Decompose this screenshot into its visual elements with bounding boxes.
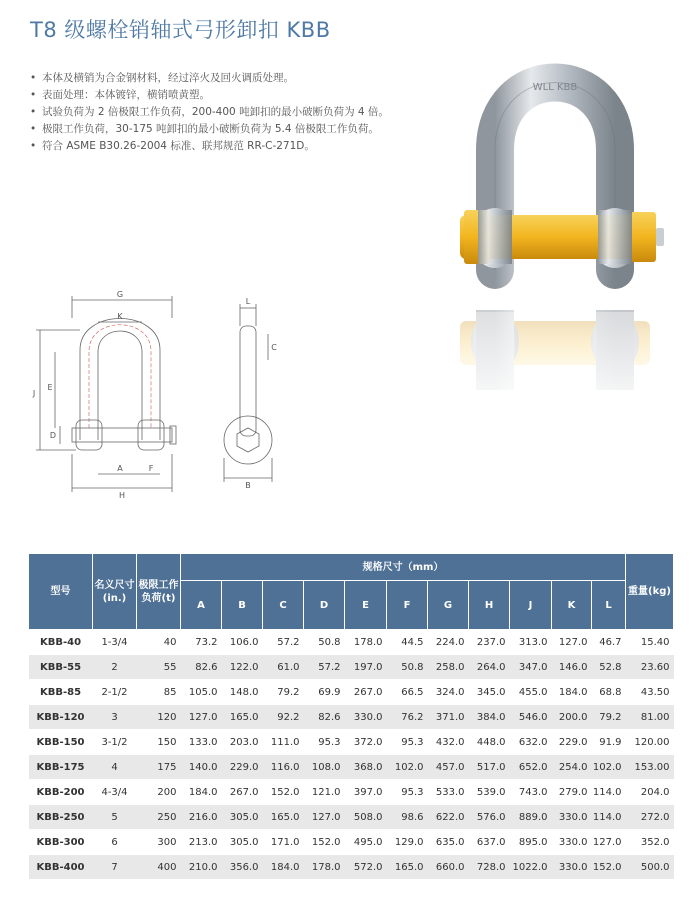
table-cell: KBB-400 (29, 855, 93, 880)
table-cell: 46.7 (592, 630, 626, 655)
table-cell: 175 (137, 755, 181, 780)
table-row (29, 705, 674, 730)
table-cell: 82.6 (181, 655, 222, 680)
table-cell: 210.0 (181, 855, 222, 880)
table-cell: 4-3/4 (93, 780, 137, 805)
table-cell: 200.0 (552, 705, 592, 730)
table-cell: 622.0 (428, 805, 469, 830)
table-cell: KBB-175 (29, 755, 93, 780)
table-cell: 7 (93, 855, 137, 880)
table-cell: 500.0 (626, 855, 674, 880)
table-cell: 140.0 (181, 755, 222, 780)
table-cell: 105.0 (181, 680, 222, 705)
table-cell: 152.0 (304, 830, 345, 855)
table-cell: 95.3 (304, 730, 345, 755)
table-cell: 52.8 (592, 655, 626, 680)
table-cell: 57.2 (304, 655, 345, 680)
table-cell: 95.3 (387, 730, 428, 755)
table-cell: 150 (137, 730, 181, 755)
dim-label-k: K (117, 312, 123, 321)
table-cell: 3 (93, 705, 137, 730)
table-cell: 127.0 (592, 830, 626, 855)
table-cell: 895.0 (510, 830, 552, 855)
table-cell: KBB-150 (29, 730, 93, 755)
table-cell: 127.0 (552, 630, 592, 655)
table-cell: 111.0 (263, 730, 304, 755)
table-cell: 184.0 (181, 780, 222, 805)
table-cell: KBB-40 (29, 630, 93, 655)
table-cell: 184.0 (552, 680, 592, 705)
header-dim-l: L (592, 581, 626, 630)
table-cell: 165.0 (387, 855, 428, 880)
table-cell: 69.9 (304, 680, 345, 705)
table-cell: 43.50 (626, 680, 674, 705)
table-cell: 108.0 (304, 755, 345, 780)
side-view-drawing (224, 304, 272, 482)
table-cell: 371.0 (428, 705, 469, 730)
header-dim-f: F (387, 581, 428, 630)
header-dim-c: C (263, 581, 304, 630)
table-cell: 203.0 (222, 730, 263, 755)
table-cell: 44.5 (387, 630, 428, 655)
table-cell: 120.00 (626, 730, 674, 755)
table-cell: 305.0 (222, 805, 263, 830)
header-model: 型号 (29, 554, 93, 630)
table-cell: 345.0 (469, 680, 510, 705)
table-row (29, 780, 674, 805)
table-cell: 2-1/2 (93, 680, 137, 705)
table-cell: 204.0 (626, 780, 674, 805)
shackle-engraving: WLL KBB (532, 82, 578, 93)
table-cell: KBB-250 (29, 805, 93, 830)
feature-item: • 符合 ASME B30.26-2004 标准、联邦规范 RR-C-271D。 (30, 138, 389, 155)
table-cell: 82.6 (304, 705, 345, 730)
header-weight: 重量(kg) (626, 554, 674, 630)
table-cell: 79.2 (592, 705, 626, 730)
technical-drawing (0, 278, 340, 508)
header-dim-e: E (345, 581, 387, 630)
table-cell: 546.0 (510, 705, 552, 730)
table-cell: 102.0 (592, 755, 626, 780)
table-cell: 98.6 (387, 805, 428, 830)
table-cell: 300 (137, 830, 181, 855)
feature-item: • 试验负荷为 2 倍极限工作负荷，200-400 吨卸扣的最小破断负荷为 4 倍。 (30, 104, 389, 121)
table-cell: 2 (93, 655, 137, 680)
feature-list (30, 70, 389, 155)
table-cell: 152.0 (263, 780, 304, 805)
table-cell: 1-3/4 (93, 630, 137, 655)
table-cell: 40 (137, 630, 181, 655)
table-cell: 106.0 (222, 630, 263, 655)
table-cell: 4 (93, 755, 137, 780)
table-cell: 200 (137, 780, 181, 805)
table-cell: 15.40 (626, 630, 674, 655)
table-cell: 660.0 (428, 855, 469, 880)
table-cell: 728.0 (469, 855, 510, 880)
dim-label-h: H (118, 491, 126, 500)
table-cell: 455.0 (510, 680, 552, 705)
table-cell: 68.8 (592, 680, 626, 705)
table-cell: 372.0 (345, 730, 387, 755)
table-cell: KBB-55 (29, 655, 93, 680)
table-row (29, 855, 674, 880)
table-cell: 23.60 (626, 655, 674, 680)
table-cell: 3-1/2 (93, 730, 137, 755)
header-dim-k: K (552, 581, 592, 630)
table-cell: 635.0 (428, 830, 469, 855)
table-cell: 102.0 (387, 755, 428, 780)
feature-item: • 本体及横销为合金钢材料，经过淬火及回火调质处理。 (30, 70, 389, 87)
table-cell: 129.0 (387, 830, 428, 855)
dim-label-d: D (49, 431, 57, 440)
table-cell: 495.0 (345, 830, 387, 855)
table-cell: 55 (137, 655, 181, 680)
feature-item: • 极限工作负荷，30-175 吨卸扣的最小破断负荷为 5.4 倍极限工作负荷。 (30, 121, 389, 138)
table-cell: 264.0 (469, 655, 510, 680)
table-cell: 267.0 (222, 780, 263, 805)
table-cell: 279.0 (552, 780, 592, 805)
table-cell: 368.0 (345, 755, 387, 780)
page-title: T8 级螺栓销轴式弓形卸扣 KBB (30, 18, 331, 42)
table-cell: 889.0 (510, 805, 552, 830)
table-cell: 539.0 (469, 780, 510, 805)
table-cell: 116.0 (263, 755, 304, 780)
table-cell: 356.0 (222, 855, 263, 880)
table-cell: 216.0 (181, 805, 222, 830)
dim-label-g: G (116, 290, 124, 299)
table-cell: 178.0 (304, 855, 345, 880)
table-row (29, 630, 674, 655)
table-cell: 305.0 (222, 830, 263, 855)
table-cell: 114.0 (592, 805, 626, 830)
table-cell: 127.0 (181, 705, 222, 730)
table-cell: 258.0 (428, 655, 469, 680)
table-cell: 1022.0 (510, 855, 552, 880)
table-cell: 148.0 (222, 680, 263, 705)
table-cell: 224.0 (428, 630, 469, 655)
header-dim-b: B (222, 581, 263, 630)
header-size: 名义尺寸(in.) (93, 554, 137, 630)
table-cell: 330.0 (552, 805, 592, 830)
header-dim-d: D (304, 581, 345, 630)
shackle-product-image (430, 30, 680, 420)
table-row (29, 655, 674, 680)
table-cell: 572.0 (345, 855, 387, 880)
dim-label-j: J (32, 389, 36, 398)
table-row (29, 755, 674, 780)
table-cell: 184.0 (263, 855, 304, 880)
table-cell: 743.0 (510, 780, 552, 805)
table-cell: 652.0 (510, 755, 552, 780)
dim-label-l: L (245, 297, 251, 306)
table-cell: 324.0 (428, 680, 469, 705)
table-row (29, 730, 674, 755)
table-cell: 178.0 (345, 630, 387, 655)
table-cell: 254.0 (552, 755, 592, 780)
dim-label-a: A (117, 464, 123, 473)
table-cell: 330.0 (552, 830, 592, 855)
table-row (29, 830, 674, 855)
table-cell: 352.0 (626, 830, 674, 855)
table-cell: 153.00 (626, 755, 674, 780)
table-cell: 171.0 (263, 830, 304, 855)
header-dim-g: G (428, 581, 469, 630)
table-cell: 79.2 (263, 680, 304, 705)
table-cell: 127.0 (304, 805, 345, 830)
header-dims: 规格尺寸（mm） (181, 554, 626, 581)
table-cell: 237.0 (469, 630, 510, 655)
table-cell: 92.2 (263, 705, 304, 730)
table-cell: 122.0 (222, 655, 263, 680)
table-cell: 152.0 (592, 855, 626, 880)
table-cell: 330.0 (552, 855, 592, 880)
table-cell: 73.2 (181, 630, 222, 655)
table-cell: 632.0 (510, 730, 552, 755)
table-cell: 229.0 (552, 730, 592, 755)
front-view-drawing (36, 296, 176, 492)
header-wll: 极限工作负荷(t) (137, 554, 181, 630)
table-cell: 61.0 (263, 655, 304, 680)
table-cell: 5 (93, 805, 137, 830)
table-cell: 146.0 (552, 655, 592, 680)
table-cell: 66.5 (387, 680, 428, 705)
table-row (29, 805, 674, 830)
table-cell: 508.0 (345, 805, 387, 830)
table-cell: KBB-300 (29, 830, 93, 855)
table-cell: 114.0 (592, 780, 626, 805)
dim-label-c: C (271, 343, 277, 352)
table-cell: 95.3 (387, 780, 428, 805)
table-cell: 576.0 (469, 805, 510, 830)
table-cell: 91.9 (592, 730, 626, 755)
table-cell: 85 (137, 680, 181, 705)
spec-table (28, 553, 674, 880)
table-cell: 384.0 (469, 705, 510, 730)
table-cell: 397.0 (345, 780, 387, 805)
table-cell: KBB-200 (29, 780, 93, 805)
table-cell: 57.2 (263, 630, 304, 655)
table-cell: 50.8 (387, 655, 428, 680)
table-cell: 637.0 (469, 830, 510, 855)
dim-label-b: B (245, 481, 251, 490)
table-cell: 517.0 (469, 755, 510, 780)
feature-item: • 表面处理：本体镀锌，横销喷黄塑。 (30, 87, 389, 104)
table-cell: 121.0 (304, 780, 345, 805)
header-dim-h: H (469, 581, 510, 630)
table-cell: 81.00 (626, 705, 674, 730)
table-cell: 267.0 (345, 680, 387, 705)
table-cell: 120 (137, 705, 181, 730)
dim-label-e: E (47, 383, 53, 392)
table-cell: 457.0 (428, 755, 469, 780)
table-cell: KBB-120 (29, 705, 93, 730)
table-cell: 400 (137, 855, 181, 880)
table-cell: 313.0 (510, 630, 552, 655)
table-cell: 50.8 (304, 630, 345, 655)
header-dim-j: J (510, 581, 552, 630)
table-cell: 213.0 (181, 830, 222, 855)
table-cell: 448.0 (469, 730, 510, 755)
table-cell: 533.0 (428, 780, 469, 805)
header-dim-a: A (181, 581, 222, 630)
table-cell: 165.0 (222, 705, 263, 730)
table-cell: 250 (137, 805, 181, 830)
dim-label-f: F (148, 464, 154, 473)
table-cell: KBB-85 (29, 680, 93, 705)
table-cell: 229.0 (222, 755, 263, 780)
table-cell: 197.0 (345, 655, 387, 680)
table-cell: 133.0 (181, 730, 222, 755)
table-cell: 432.0 (428, 730, 469, 755)
table-cell: 165.0 (263, 805, 304, 830)
table-cell: 347.0 (510, 655, 552, 680)
table-cell: 272.0 (626, 805, 674, 830)
table-cell: 6 (93, 830, 137, 855)
table-cell: 330.0 (345, 705, 387, 730)
table-cell: 76.2 (387, 705, 428, 730)
table-row (29, 680, 674, 705)
